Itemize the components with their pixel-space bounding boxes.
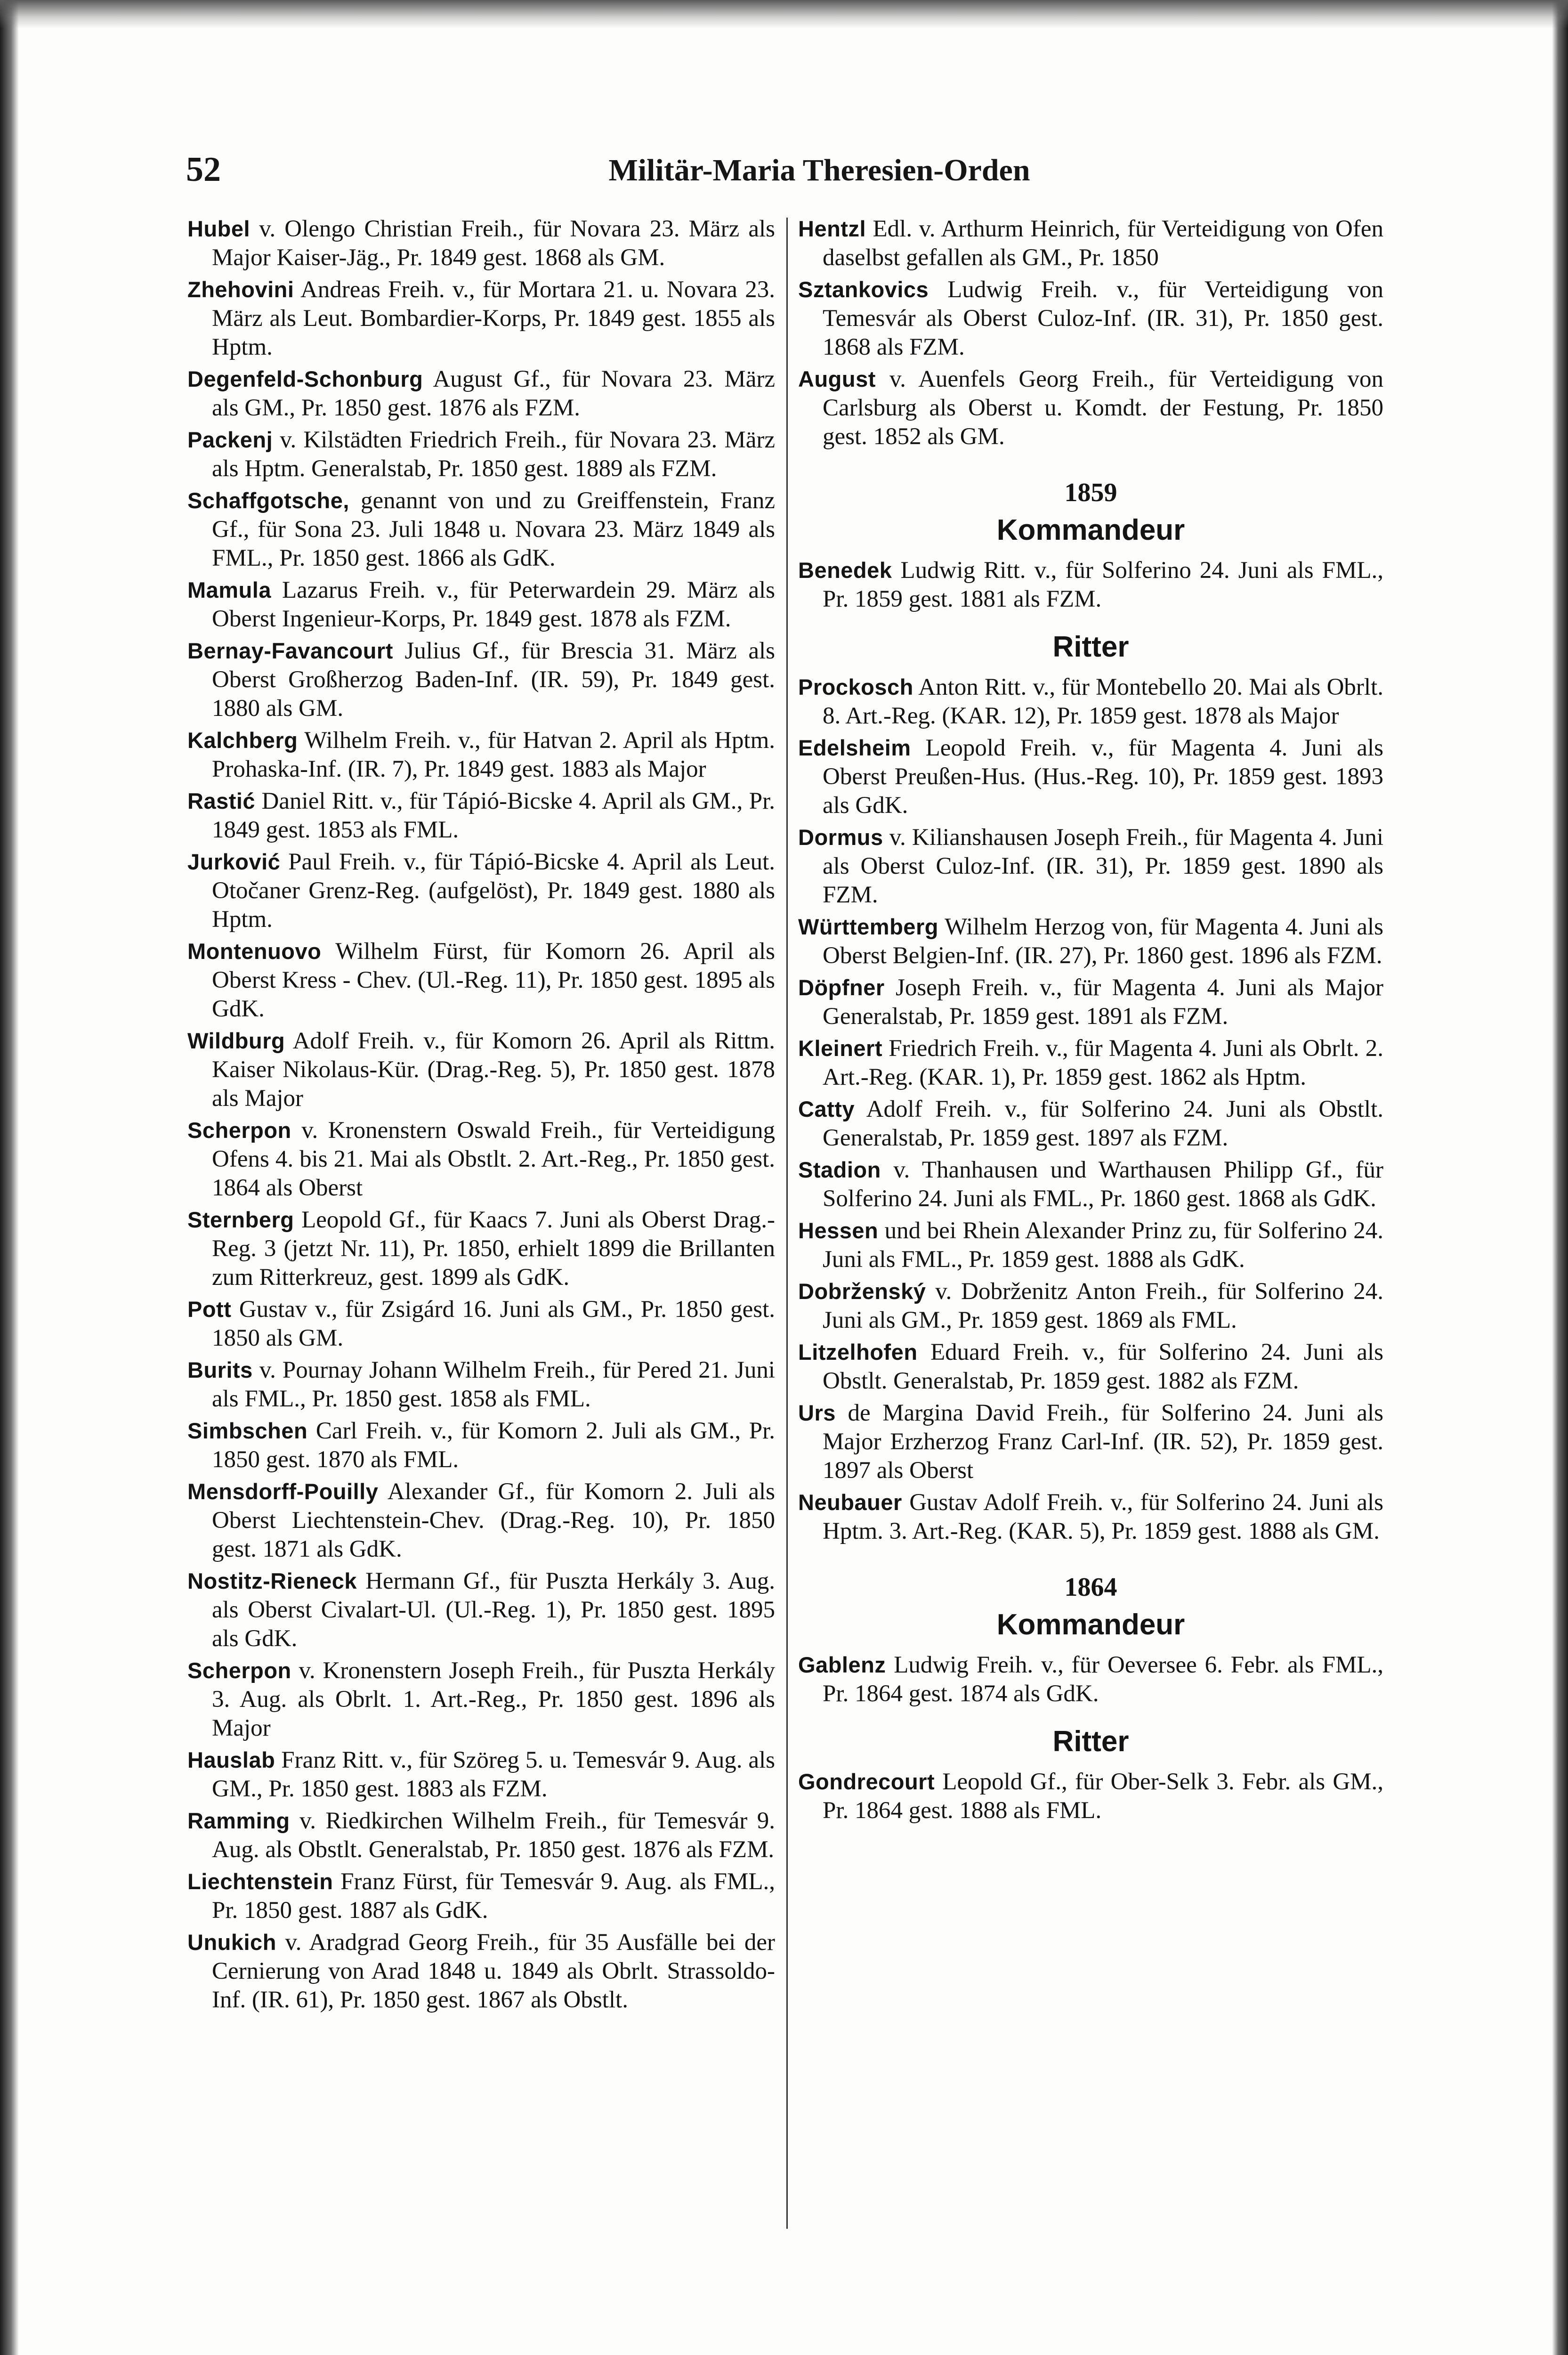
entry-name: Burits	[187, 1357, 253, 1382]
register-entry	[798, 1155, 1383, 1213]
section-kommandeur-1864: Kommandeur	[996, 1608, 1185, 1641]
entry-name: Kleinert	[798, 1036, 882, 1061]
entry-name: Hessen	[798, 1218, 879, 1243]
entry-name: Wildburg	[187, 1028, 285, 1053]
register-entry	[798, 1095, 1383, 1153]
entry-name: Hauslab	[187, 1747, 275, 1772]
entry-text: Alexander Gf., für Komorn 2. Juli als Oberst Liechtenstein-Chev. (Drag.-Reg. 10), Pr. 1850 gest. 1871 als GdK.	[212, 1478, 775, 1562]
register-entry	[798, 912, 1383, 970]
register-entry	[798, 1034, 1383, 1092]
entry-text: Friedrich Freih. v., für Magenta 4. Juni als Obrlt. 2. Art.-Reg. (KAR. 1), Pr. 1859 gest. 1862 als Hptm.	[823, 1035, 1383, 1090]
register-entry	[798, 275, 1383, 362]
entry-name: Catty	[798, 1096, 855, 1121]
entry-name: Mamula	[187, 577, 271, 602]
entry-text: v. Auenfels Georg Freih., für Verteidigung von Carlsburg als Oberst u. Komdt. der Festung, Pr. 1850 gest. 1852 als GM.	[823, 366, 1383, 450]
entry-text: Carl Freih. v., für Komorn 2. Juli als GM., Pr. 1850 gest. 1870 als FML.	[212, 1418, 775, 1473]
register-entry	[798, 1767, 1383, 1825]
entry-text: Ludwig Freih. v., für Oeversee 6. Febr. als FML., Pr. 1864 gest. 1874 als GdK.	[823, 1652, 1383, 1707]
entry-text: August Gf., für Novara 23. März als GM., Pr. 1850 gest. 1876 als FZM.	[212, 366, 775, 421]
scan-edge-top	[0, 0, 1568, 28]
entry-text: Adolf Freih. v., für Komorn 26. April als Rittm. Kaiser Nikolaus-Kür. (Drag.-Reg. 5), Pr. 1850 gest. 1878 als Major	[212, 1028, 775, 1112]
entry-name: Württemberg	[798, 914, 938, 939]
entry-text: Wilhelm Herzog von, für Magenta 4. Juni als Oberst Belgien-Inf. (IR. 27), Pr. 1860 gest. 1896 als FZM.	[823, 914, 1383, 969]
entry-name: Nostitz-Rieneck	[187, 1568, 357, 1593]
section-ritter-1864: Ritter	[1052, 1725, 1129, 1758]
entry-text: Adolf Freih. v., für Solferino 24. Juni als Obstlt. Generalstab, Pr. 1859 gest. 1897 als FZM.	[823, 1096, 1383, 1151]
entry-text: v. Kronenstern Joseph Freih., für Puszta Herkály 3. Aug. als Obrlt. 1. Art.-Reg., Pr. 1850 gest. 1896 als Major	[212, 1657, 775, 1741]
entry-name: Dobrženský	[798, 1279, 926, 1304]
entry-text: genannt von und zu Greiffenstein, Franz Gf., für Sona 23. Juli 1848 u. Novara 23. März 1849 als FML., Pr. 1850 gest. 1866 als GdK.	[212, 487, 775, 571]
entry-text: Leopold Gf., für Ober-Selk 3. Febr. als GM., Pr. 1864 gest. 1888 als FML.	[823, 1769, 1383, 1824]
register-entry	[187, 1026, 775, 1113]
section-kommandeur-1859: Kommandeur	[996, 514, 1185, 546]
entry-text: v. Riedkirchen Wilhelm Freih., für Temesvár 9. Aug. als Obstlt. Generalstab, Pr. 1850 gest. 1876 als FZM.	[212, 1808, 775, 1863]
ritter-list-1864	[798, 1767, 1383, 1825]
entry-name: Dormus	[798, 825, 883, 850]
entry-name: Edelsheim	[798, 735, 911, 760]
entry-text: Gustav Adolf Freih. v., für Solferino 24. Juni als Hptm. 3. Art.-Reg. (KAR. 5), Pr. 1859 gest. 1888 als GM.	[823, 1489, 1383, 1544]
register-entry	[187, 847, 775, 934]
entry-name: Urs	[798, 1400, 836, 1425]
entry-text: Anton Ritt. v., für Montebello 20. Mai als Obrlt. 8. Art.-Reg. (KAR. 12), Pr. 1859 gest. 1878 als Major	[823, 674, 1383, 729]
kommandeur-list-1864	[798, 1650, 1383, 1708]
entry-text: Ludwig Freih. v., für Verteidigung von Temesvár als Oberst Culoz-Inf. (IR. 31), Pr. 1850 gest. 1868 als FZM.	[823, 276, 1383, 360]
register-entry	[187, 1205, 775, 1292]
entry-text: Andreas Freih. v., für Mortara 21. u. Novara 23. März als Leut. Bombardier-Korps, Pr. 1849 gest. 1855 als Hptm.	[212, 276, 775, 360]
register-entry	[187, 1477, 775, 1564]
page-number: 52	[186, 150, 221, 189]
register-entry	[187, 214, 775, 272]
entry-text: Franz Fürst, für Temesvár 9. Aug. als FML., Pr. 1850 gest. 1887 als GdK.	[212, 1868, 775, 1924]
entry-name: Sztankovics	[798, 277, 929, 302]
entry-text: Ludwig Ritt. v., für Solferino 24. Juni als FML., Pr. 1859 gest. 1881 als FZM.	[823, 557, 1383, 612]
entry-name: Montenuovo	[187, 939, 322, 964]
column-divider	[786, 218, 788, 2229]
entry-name: Zhehovini	[187, 277, 294, 302]
entry-name: Bernay-Favancourt	[187, 638, 393, 663]
entry-name: Hentzl	[798, 216, 866, 241]
kommandeur-list-1859	[798, 556, 1383, 614]
register-entry	[187, 1928, 775, 2014]
entry-name: Jurković	[187, 849, 281, 874]
entry-text: de Margina David Freih., für Solferino 24. Juni als Major Erzherzog Franz Carl-Inf. (IR. 52), Pr. 1859 gest. 1897 als Oberst	[823, 1400, 1383, 1484]
register-entry	[187, 576, 775, 633]
entry-name: Degenfeld-Schonburg	[187, 366, 423, 391]
entries-1850-continued	[798, 214, 1383, 451]
ritter-list-1859	[798, 673, 1383, 1546]
register-entry	[187, 1416, 775, 1474]
entry-text: Wilhelm Freih. v., für Hatvan 2. April als Hptm. Prohaska-Inf. (IR. 7), Pr. 1849 gest. 1883 als Major	[212, 727, 775, 782]
entry-name: Neubauer	[798, 1490, 902, 1515]
register-entry	[187, 1295, 775, 1353]
scan-edge-right	[1552, 0, 1568, 2355]
entry-name: Mensdorff-Pouilly	[187, 1479, 379, 1504]
register-entry	[187, 726, 775, 784]
entry-text: Franz Ritt. v., für Szöreg 5. u. Temesvár 9. Aug. als GM., Pr. 1850 gest. 1883 als FZM.	[212, 1747, 775, 1802]
entry-text: v. Kilstädten Friedrich Freih., für Novara 23. März als Hptm. Generalstab, Pr. 1850 gest. 1889 als FZM.	[212, 427, 775, 482]
year-heading-1859: 1859	[1064, 478, 1117, 507]
entry-name: Ramming	[187, 1808, 290, 1833]
entry-name: Litzelhofen	[798, 1340, 918, 1364]
register-entry	[187, 275, 775, 362]
register-entry	[187, 1806, 775, 1864]
entry-text: Paul Freih. v., für Tápió-Bicske 4. April als Leut. Otočaner Grenz-Reg. (aufgelöst), Pr. 1849 gest. 1880 als Hptm.	[212, 849, 775, 933]
entry-name: Gablenz	[798, 1652, 886, 1677]
entry-name: Simbschen	[187, 1418, 308, 1443]
entry-name: Stadion	[798, 1157, 881, 1182]
entry-name: Packenj	[187, 427, 273, 452]
register-entry	[798, 556, 1383, 614]
register-entry	[798, 214, 1383, 272]
entry-text: Lazarus Freih. v., für Peterwardein 29. März als Oberst Ingenieur-Korps, Pr. 1849 gest. 1878 als FZM.	[212, 577, 775, 632]
entry-text: Julius Gf., für Brescia 31. März als Oberst Großherzog Baden-Inf. (IR. 59), Pr. 1849 gest. 1880 als GM.	[212, 638, 775, 722]
register-entry	[187, 787, 775, 845]
register-entry	[798, 823, 1383, 910]
entry-name: Kalchberg	[187, 728, 298, 753]
register-entry	[798, 1398, 1383, 1485]
register-entry	[187, 1746, 775, 1803]
entry-name: Scherpon	[187, 1118, 291, 1143]
register-entry	[187, 937, 775, 1023]
entry-text: Edl. v. Arthurm Heinrich, für Verteidigung von Ofen daselbst gefallen als GM., Pr. 1850	[823, 216, 1383, 271]
year-heading-1864: 1864	[1064, 1573, 1117, 1602]
entry-text: Gustav v., für Zsigárd 16. Juni als GM., Pr. 1850 gest. 1850 als GM.	[212, 1296, 775, 1351]
register-entry	[187, 1356, 775, 1413]
entry-text: v. Aradgrad Georg Freih., für 35 Ausfälle bei der Cernierung von Arad 1848 u. 1849 als Obrlt. Strassoldo-Inf. (IR. 61), Pr. 1850 gest. 1867 als Obstlt.	[212, 1929, 775, 2013]
page-header	[186, 150, 1453, 192]
entry-text: Daniel Ritt. v., für Tápió-Bicske 4. April als GM., Pr. 1849 gest. 1853 als FML.	[212, 788, 775, 843]
entry-name: Döpfner	[798, 975, 885, 1000]
entry-name: Liechtenstein	[187, 1869, 333, 1894]
left-column	[187, 214, 775, 2017]
entry-text: v. Thanhausen und Warthausen Philipp Gf., für Solferino 24. Juni als FML., Pr. 1860 gest. 1868 als GdK.	[823, 1157, 1383, 1212]
register-entry	[798, 1277, 1383, 1335]
entry-text: Hermann Gf., für Puszta Herkály 3. Aug. als Oberst Civalart-Ul. (Ul.-Reg. 1), Pr. 1850 gest. 1895 als GdK.	[212, 1568, 775, 1652]
register-entry	[187, 636, 775, 723]
entry-name: Hubel	[187, 216, 251, 241]
entry-name: Unukich	[187, 1930, 276, 1955]
register-entry	[187, 365, 775, 422]
entry-text: v. Dobrženitz Anton Freih., für Solferino 24. Juni als GM., Pr. 1859 gest. 1869 als FML.	[823, 1278, 1383, 1333]
register-entry	[798, 365, 1383, 451]
register-entry	[798, 973, 1383, 1031]
section-ritter-1859: Ritter	[1052, 631, 1129, 663]
register-entry	[187, 1656, 775, 1743]
entry-text: Wilhelm Fürst, für Komorn 26. April als Oberst Kress - Chev. (Ul.-Reg. 11), Pr. 1850 gest. 1895 als GdK.	[212, 938, 775, 1022]
register-entry	[187, 1867, 775, 1925]
entry-name: Rastić	[187, 788, 256, 813]
entry-name: Scherpon	[187, 1658, 291, 1683]
register-entry	[187, 1567, 775, 1653]
entry-name: Gondrecourt	[798, 1769, 935, 1794]
right-column	[798, 214, 1383, 1828]
entry-text: v. Kilianshausen Joseph Freih., für Magenta 4. Juni als Oberst Culoz-Inf. (IR. 31), Pr. 1859 gest. 1890 als FZM.	[823, 824, 1383, 908]
entry-name: Schaffgotsche,	[187, 488, 349, 513]
entry-name: August	[798, 366, 876, 391]
register-entry	[187, 1116, 775, 1202]
entry-text: Leopold Freih. v., für Magenta 4. Juni als Oberst Preußen-Hus. (Hus.-Reg. 10), Pr. 1859 gest. 1893 als GdK.	[823, 735, 1383, 819]
entry-text: v. Kronenstern Oswald Freih., für Verteidigung Ofens 4. bis 21. Mai als Obstlt. 2. Art.-Reg., Pr. 1850 gest. 1864 als Oberst	[212, 1117, 775, 1201]
register-entry	[187, 425, 775, 483]
entry-name: Sternberg	[187, 1207, 294, 1232]
entry-text: v. Pournay Johann Wilhelm Freih., für Pered 21. Juni als FML., Pr. 1850 gest. 1858 als FML.	[212, 1357, 775, 1412]
register-entry	[798, 673, 1383, 731]
entry-text: v. Olengo Christian Freih., für Novara 23. März als Major Kaiser-Jäg., Pr. 1849 gest. 1868 als GM.	[212, 216, 775, 271]
register-entry	[798, 1216, 1383, 1274]
entry-text: Leopold Gf., für Kaacs 7. Juni als Oberst Drag.-Reg. 3 (jetzt Nr. 11), Pr. 1850, erhielt 1899 die Brillanten zum Ritterkreuz, gest. 1899 als GdK.	[212, 1207, 775, 1291]
entry-name: Prockosch	[798, 674, 913, 699]
register-entry	[798, 1650, 1383, 1708]
register-entry	[798, 1338, 1383, 1396]
scan-edge-left	[0, 0, 19, 2355]
running-title: Militär-Maria Theresien-Orden	[608, 153, 1030, 187]
register-entry	[798, 733, 1383, 820]
entry-text: Joseph Freih. v., für Magenta 4. Juni als Major Generalstab, Pr. 1859 gest. 1891 als FZM.	[823, 974, 1383, 1030]
entry-text: und bei Rhein Alexander Prinz zu, für Solferino 24. Juni als FML., Pr. 1859 gest. 1888 als GdK.	[823, 1218, 1383, 1273]
entry-text: Eduard Freih. v., für Solferino 24. Juni als Obstlt. Generalstab, Pr. 1859 gest. 1882 als FZM.	[823, 1339, 1383, 1394]
entry-name: Pott	[187, 1297, 232, 1322]
register-entry	[798, 1488, 1383, 1546]
register-entry	[187, 486, 775, 573]
entry-name: Benedek	[798, 558, 892, 583]
